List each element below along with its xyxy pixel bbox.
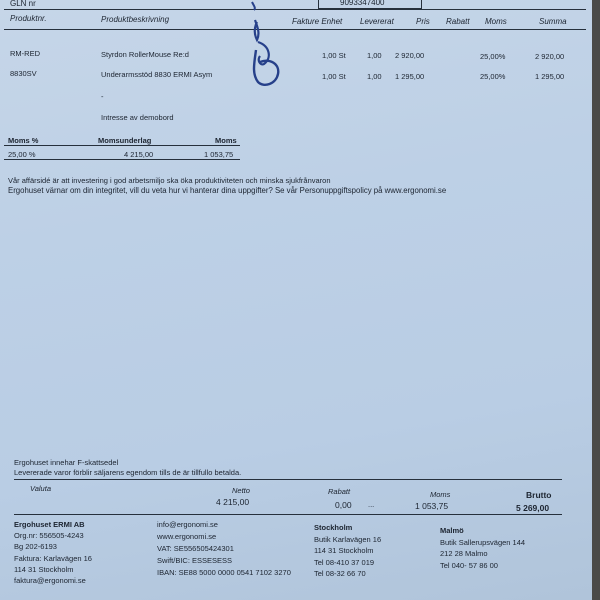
stockholm-line: Tel 08-410 37 019 [314,558,375,567]
totals-top-rule [14,479,562,480]
moms-pct-header: Moms % [8,136,39,145]
item-enhet: 1,00 St [322,51,346,60]
col-enhet: Fakture Enhet [292,17,343,26]
contact-line: IBAN: SE88 5000 0000 0541 7102 3270 [157,568,291,577]
gln-label: GLN nr [10,0,36,8]
item-pris: 2 920,00 [395,51,425,60]
item-enhet: 1,00 St [322,72,346,81]
col-summa: Summa [539,17,567,26]
malmo-line: 212 28 Malmo [440,549,488,558]
moms-total-label: Moms [430,490,451,499]
stockholm-line: 114 31 Stockholm [314,546,374,555]
company-line: 114 31 Stockholm [14,565,74,574]
moms-table-rule [4,159,240,160]
netto-value: 4 215,00 [216,497,250,507]
stockholm-title: Stockholm [314,523,353,532]
item-beskrivning: Underarmsstöd 8830 ERMI Asym [101,70,213,79]
item-summa: 2 920,00 [535,52,565,61]
netto-label: Netto [232,486,250,495]
moms-header: Moms [215,136,237,145]
moms-pct-value: 25,00 % [8,150,36,159]
header-bottom-rule [4,29,586,30]
item-produktnr: 8830SV [10,69,37,78]
momsunderlag-header: Momsunderlag [98,136,152,145]
company-line: Org.nr: 556505-4243 [14,531,84,540]
handwritten-mark-icon [230,0,290,90]
col-levererat: Levererat [360,17,394,26]
brutto-value: 5 269,00 [516,503,550,513]
moms-total-value: 1 053,75 [415,501,449,511]
valuta-label: Valuta [30,484,51,493]
contact-line: www.ergonomi.se [157,532,217,541]
item-levererat: 1,00 [367,51,382,60]
message-line: Vår affärsidé är att investering i god arbetsmiljo ska öka produktiviteten och minska sjukfrånvaron [8,176,331,185]
item-beskrivning: Styrdon RollerMouse Re:d [101,50,189,59]
company-name: Ergohuset ERMI AB [14,520,85,529]
message-line: Ergohuset värnar om din integritet, vill du veta hur vi hanterar dina uppgifter? Se vår Personuppgiftspolicy på www.ergonomi.se [8,186,447,195]
item-moms: 25,00% [480,52,506,61]
item-moms: 25,00% [480,72,506,81]
col-beskrivning: Produktbeskrivning [101,15,170,24]
item-levererat: 1,00 [367,72,382,81]
contact-line: info@ergonomi.se [157,520,218,529]
col-moms: Moms [485,17,507,26]
header-top-rule [4,9,586,10]
rabatt-dots: ... [368,500,375,509]
footer-notice: Levererade varor förblir säljarens egendom tills de är tillfullo betalda. [14,468,242,477]
brutto-label: Brutto [526,490,552,500]
gln-value: 9093347400 [340,0,385,7]
momsunderlag-value: 4 215,00 [124,150,154,159]
col-rabatt: Rabatt [446,17,470,26]
company-line: Bg 202-6193 [14,542,57,551]
footer-notice: Ergohuset innehar F-skattsedel [14,458,119,467]
company-line: faktura@ergonomi.se [14,576,86,585]
malmo-line: Tel 040- 57 86 00 [440,561,498,570]
rabatt-label: Rabatt [328,487,351,496]
malmo-title: Malmö [440,526,464,535]
moms-table-rule [4,145,240,146]
item-produktnr: RM-RED [10,49,40,58]
moms-value: 1 053,75 [204,150,234,159]
note-text: Intresse av demobord [101,113,174,122]
company-line: Faktura: Karlavägen 16 [14,554,92,563]
col-pris: Pris [416,17,430,26]
rabatt-value: 0,00 [335,500,352,510]
contact-line: VAT: SE556505424301 [157,544,234,553]
col-produktnr: Produktnr. [10,14,47,23]
item-summa: 1 295,00 [535,72,565,81]
stockholm-line: Butik Karlavägen 16 [314,535,382,544]
contact-line: Swift/BIC: ESSESESS [157,556,233,565]
totals-bottom-rule [14,514,562,515]
stockholm-line: Tel 08-32 66 70 [314,569,366,578]
malmo-line: Butik Sallerupsvägen 144 [440,538,526,547]
item-pris: 1 295,00 [395,72,425,81]
dash-line: - [101,92,104,101]
